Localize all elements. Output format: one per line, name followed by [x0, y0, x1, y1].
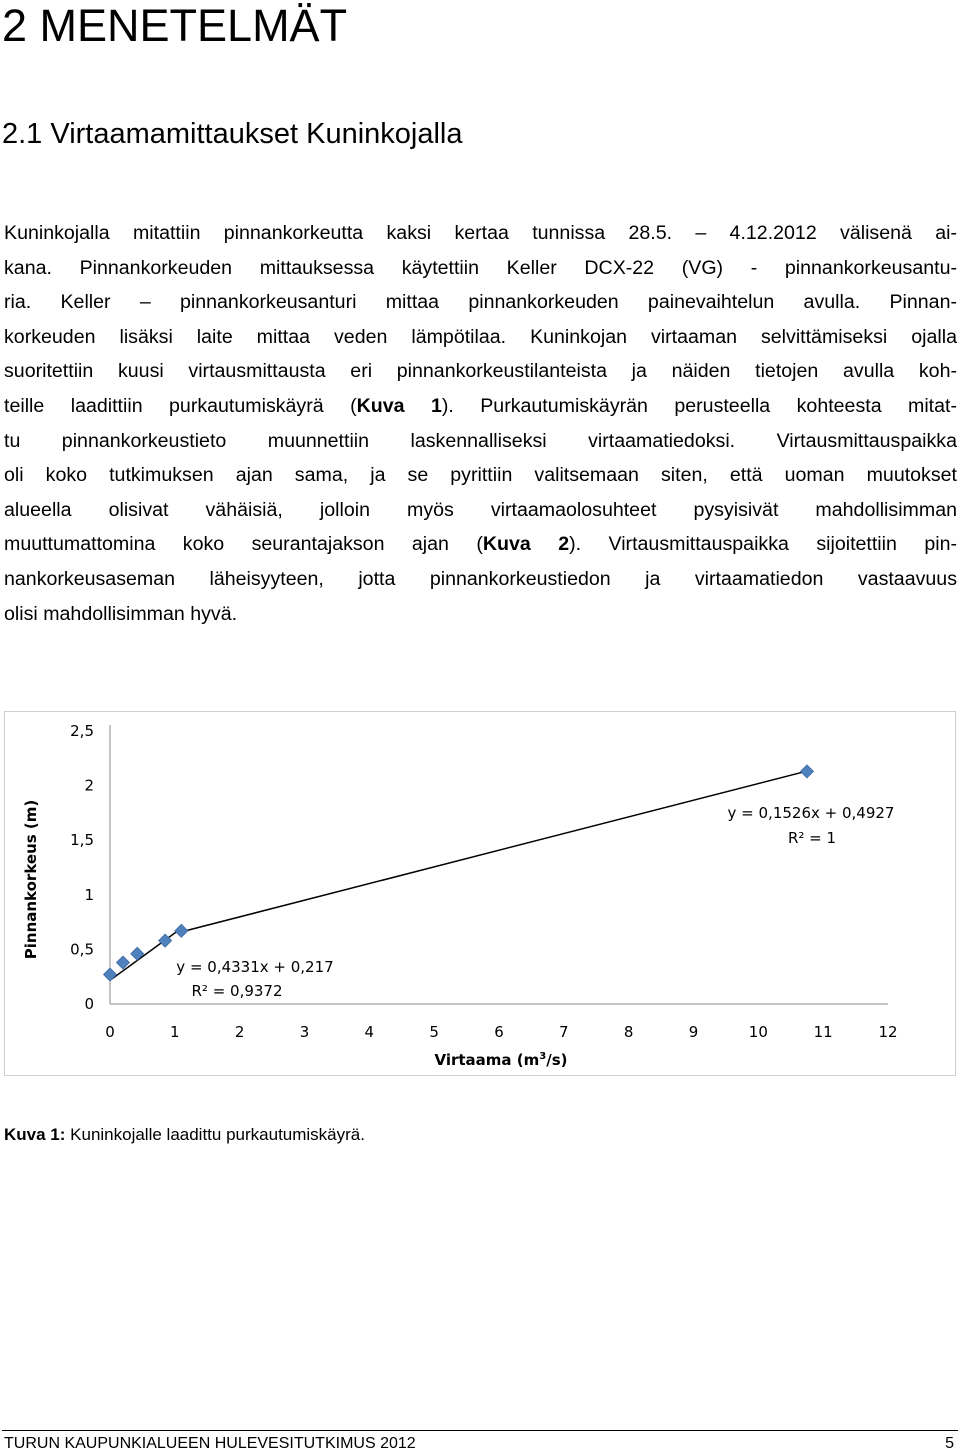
caption-text: Kuninkojalle laadittu purkautumiskäyrä. [65, 1125, 365, 1144]
y-tick-label: 0,5 [70, 940, 94, 959]
page-number: 5 [945, 1435, 954, 1452]
paragraph-line [4, 458, 957, 493]
paragraph-line [4, 493, 957, 528]
trendline-2-equation: y = 0,1526x + 0,4927 [727, 804, 895, 822]
y-tick-label: 0 [84, 995, 94, 1013]
paragraph-line [4, 562, 957, 597]
line-text: teille laadittiin purkautumiskäyrä ( [4, 394, 357, 417]
footer-divider [2, 1430, 958, 1431]
x-tick-label: 12 [878, 1023, 898, 1041]
footer-title: TURUN KAUPUNKIALUEEN HULEVESITUTKIMUS 2012 [4, 1435, 416, 1452]
line-text: tu pinnankorkeustieto muunnettiin laskennalliseksi virtaamatiedoksi. Virtausmittauspaikka [4, 429, 957, 452]
trendline-1 [110, 928, 181, 980]
figure-caption [4, 1124, 365, 1146]
line-text: suoritettiin kuusi virtausmittausta eri pinnankorkeustilanteista ja näiden tietojen avulla koh- [4, 360, 957, 383]
line-text: olisi mahdollisimman hyvä. [4, 602, 238, 625]
data-point [104, 968, 117, 981]
y-tick-label: 2 [84, 776, 94, 795]
data-point [175, 924, 188, 937]
figure-reference: Kuva 1 [356, 394, 442, 417]
line-text: ria. Keller – pinnankorkeusanturi mittaa pinnankorkeuden painevaihtelun avulla. Pinnan- [4, 291, 957, 314]
line-text: korkeuden lisäksi laite mittaa veden lämpötilaa. Kuninkojan virtaaman selvittämiseksi ojalla [4, 325, 957, 348]
paragraph-line [4, 285, 957, 320]
x-tick-label: 3 [299, 1023, 310, 1041]
x-tick-label: 1 [170, 1023, 180, 1041]
paragraph-line [4, 251, 957, 286]
x-tick-label: 7 [559, 1023, 569, 1041]
y-tick-label: 1,5 [70, 831, 94, 850]
x-tick-label: 0 [105, 1023, 115, 1041]
chart-container [4, 711, 956, 1076]
x-tick-label: 8 [623, 1023, 634, 1041]
paragraph-line [4, 597, 957, 632]
line-text: nankorkeusaseman läheisyyteen, jotta pinnankorkeustiedon ja virtaamatiedon vastaavuus [4, 567, 957, 590]
line-text: ). Purkautumiskäyrän perusteella kohteesta mitat- [441, 394, 957, 417]
trendline-2-r2: R² = 1 [787, 829, 837, 847]
trendline-2 [181, 771, 807, 932]
y-axis-title: Pinnankorkeus (m) [22, 799, 40, 960]
body-paragraph [4, 216, 957, 631]
x-tick-label: 6 [494, 1023, 504, 1041]
discharge-rating-chart [5, 712, 955, 1075]
paragraph-line [4, 216, 957, 251]
line-text: ). Virtausmittauspaikka sijoitettiin pin- [569, 533, 957, 556]
section-heading: 2 MENETELMÄT [2, 0, 348, 51]
line-text: alueella olisivat vähäisiä, jolloin myös virtaamaolosuhteet pysyisivät mahdollisimman [4, 498, 957, 521]
x-tick-label: 5 [429, 1023, 439, 1041]
x-axis-title: Virtaama $(m^3/s)$ [434, 1051, 568, 1069]
x-tick-label: 4 [364, 1023, 375, 1041]
trendline-1-equation: y = 0,4331x + 0,217 [176, 958, 334, 976]
x-tick-label: 10 [748, 1023, 768, 1041]
trendline-1-r2: R² = 0,9372 [191, 982, 283, 1000]
figure-reference: Kuva 2 [482, 533, 570, 556]
y-tick-label: 1 [84, 885, 94, 904]
paragraph-line [4, 354, 957, 389]
line-text: muuttumattomina koko seurantajakson ajan ( [4, 533, 483, 556]
paragraph-line [4, 527, 957, 562]
y-tick-label: 2,5 [70, 722, 94, 740]
line-text: Kuninkojalla mitattiin pinnankorkeutta kaksi kertaa tunnissa 28.5. – 4.12.2012 välisenä ai- [4, 222, 957, 244]
line-text: kana. Pinnankorkeuden mittauksessa käytettiin Keller DCX-22 (VG) - pinnankorkeusantu- [4, 256, 957, 279]
data-point [131, 947, 144, 960]
x-tick-label: 9 [688, 1023, 699, 1041]
x-tick-label: 11 [813, 1023, 833, 1041]
subsection-heading: 2.1 Virtaamamittaukset Kuninkojalla [2, 118, 463, 150]
paragraph-line [4, 320, 957, 355]
data-point [800, 765, 813, 778]
paragraph-line [4, 389, 957, 424]
paragraph-line [4, 424, 957, 459]
x-tick-label: 2 [234, 1023, 245, 1041]
caption-label: Kuva 1: [4, 1125, 66, 1144]
line-text: oli koko tutkimuksen ajan sama, ja se pyrittiin valitsemaan siten, että uoman muutokset [4, 464, 957, 487]
